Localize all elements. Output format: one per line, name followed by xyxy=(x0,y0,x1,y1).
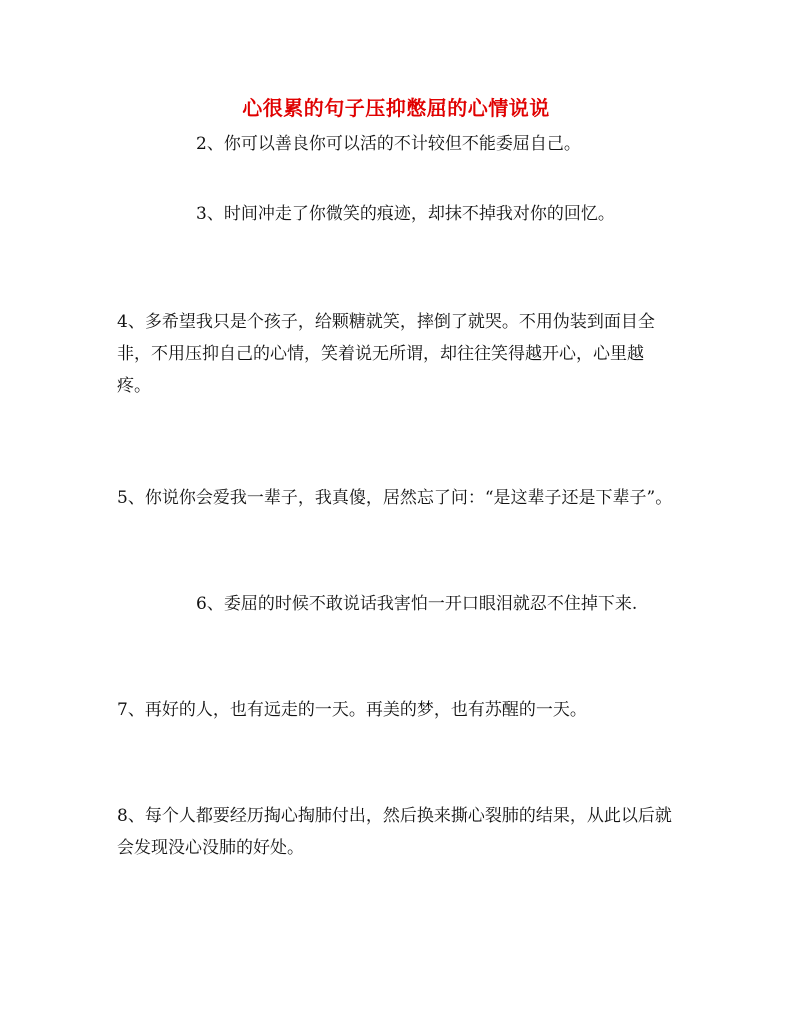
paragraph-5: 5、你说你会爱我一辈子，我真傻，居然忘了问：“是这辈子还是下辈子”。 xyxy=(117,488,673,508)
paragraph-2: 2、你可以善良你可以活的不计较但不能委屈自己。 xyxy=(196,134,581,154)
paragraph-6: 6、委屈的时候不敢说话我害怕一开口眼泪就忍不住掉下来. xyxy=(196,594,638,614)
document-title: 心很累的句子压抑憋屈的心情说说 xyxy=(242,96,550,120)
paragraph-7: 7、再好的人，也有远走的一天。再美的梦，也有苏醒的一天。 xyxy=(117,700,587,720)
paragraph-8: 8、每个人都要经历掏心掏肺付出，然后换来撕心裂肺的结果，从此以后就会发现没心没肺的好处。 xyxy=(117,806,672,858)
paragraph-4: 4、多希望我只是个孩子，给颗糖就笑，摔倒了就哭。不用伪装到面目全非，不用压抑自己的心情，笑着说无所谓，却往往笑得越开心，心里越疼。 xyxy=(117,312,655,396)
paragraph-3: 3、时间冲走了你微笑的痕迹，却抹不掉我对你的回忆。 xyxy=(196,204,615,224)
